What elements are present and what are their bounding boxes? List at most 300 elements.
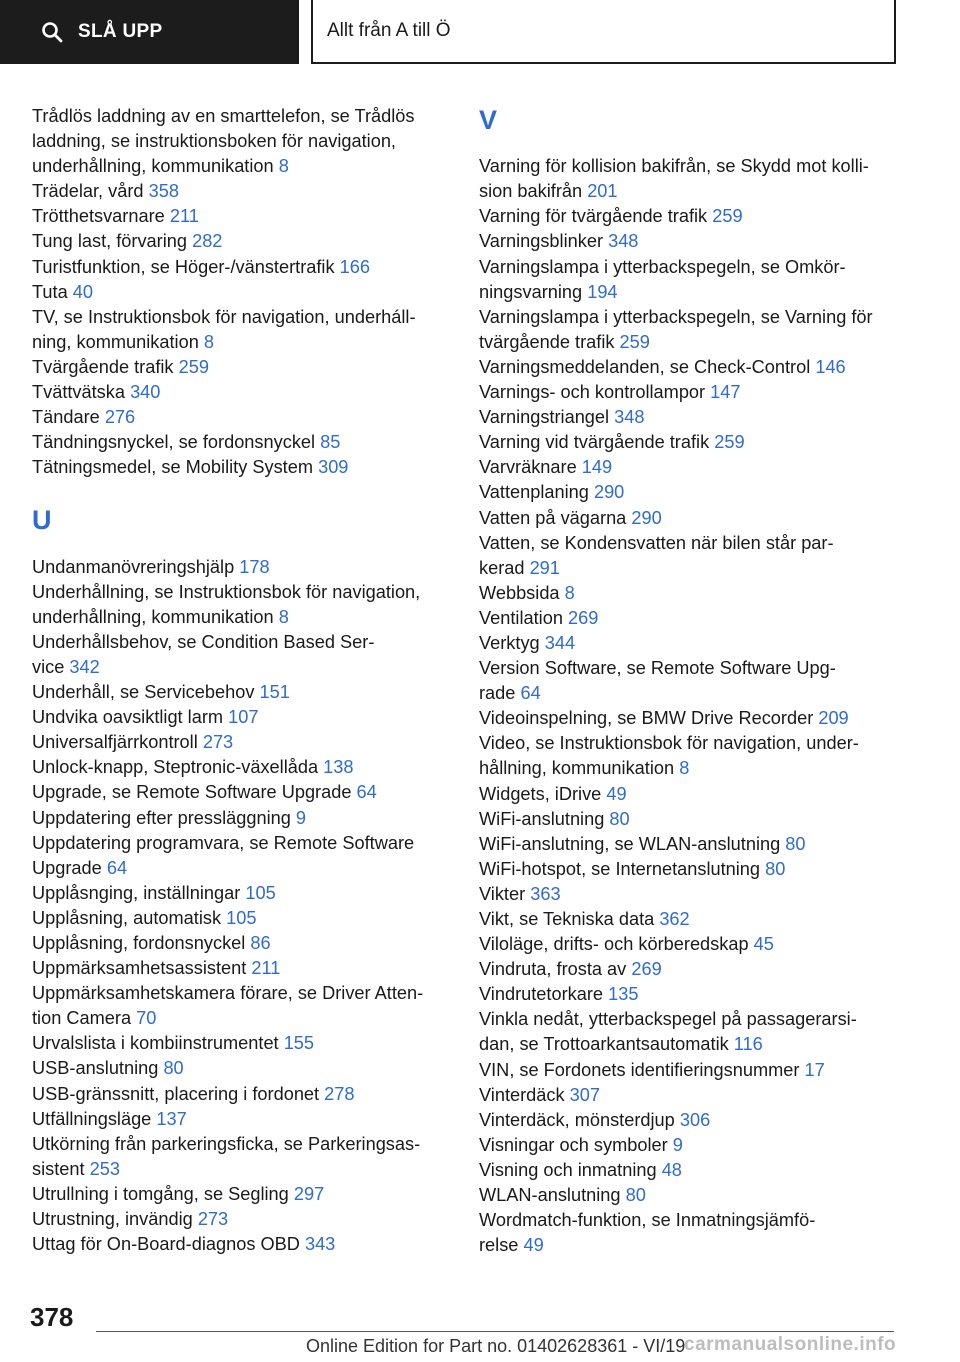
- index-entry: [32, 204, 447, 229]
- page-reference-link[interactable]: 70: [136, 1008, 157, 1029]
- index-entry: [32, 831, 447, 881]
- page-reference-link[interactable]: 49: [606, 783, 627, 804]
- index-entry-line: [32, 730, 447, 755]
- index-entry: [32, 255, 447, 280]
- index-entry-text: ningsvarning: [479, 281, 583, 302]
- index-entry: [479, 506, 899, 531]
- index-entry-line: [32, 1082, 447, 1107]
- index-entry: [479, 731, 899, 781]
- index-entry-line: [32, 1182, 447, 1207]
- index-entry-text: Vikter: [479, 883, 526, 904]
- index-entry-line: [479, 280, 899, 305]
- page-reference-link[interactable]: 9: [672, 1134, 683, 1155]
- index-entry-text: Uttag för On-Board-diagnos OBD: [32, 1234, 300, 1255]
- index-entry-text: Visningar och symboler: [479, 1134, 668, 1155]
- index-entry-text: Varningstriangel: [479, 407, 610, 428]
- index-entry-line: [479, 581, 899, 606]
- index-entry-text: Undanmanövreringshjälp: [32, 556, 235, 577]
- index-entry-text: WiFi-anslutning, se WLAN-anslutning: [479, 833, 781, 854]
- page-reference-link[interactable]: 8: [679, 758, 690, 779]
- index-entry-text: Upplåsning, fordonsnyckel: [32, 933, 246, 953]
- index-entry: [479, 606, 899, 631]
- index-entry-text: WiFi-hotspot, se Internetanslutning: [479, 858, 761, 879]
- page-reference-link[interactable]: 146: [815, 356, 846, 377]
- index-entry-text: Uppdatering efter pressläggning: [32, 807, 291, 828]
- index-entry-text: sion bakifrån: [479, 181, 583, 202]
- index-entry-text: USB-gränssnitt, placering i fordonet: [32, 1083, 320, 1104]
- page-reference-link[interactable]: 135: [608, 984, 639, 1005]
- index-entry-text: Undvika oavsiktligt larm: [32, 707, 224, 728]
- index-entry-line: [32, 380, 447, 405]
- index-entry-text: Uppmärksamhetsassistent: [32, 958, 247, 979]
- index-entry-line: [479, 380, 899, 405]
- index-entry: [479, 782, 899, 807]
- page-reference-link[interactable]: 259: [619, 331, 650, 352]
- index-entry-line: [479, 1058, 899, 1083]
- section-title-tab[interactable]: [311, 0, 896, 64]
- page-reference-link[interactable]: 149: [581, 457, 613, 478]
- index-entry-text: Widgets, iDrive: [479, 783, 602, 804]
- page-reference-link[interactable]: 194: [587, 281, 618, 302]
- page-reference-link[interactable]: 116: [733, 1034, 763, 1055]
- index-entry-text: hållning, kommunikation: [479, 758, 675, 779]
- page-reference-link[interactable]: 273: [202, 732, 234, 753]
- page-reference-link[interactable]: 85: [320, 432, 341, 453]
- index-entry-line: [32, 655, 447, 680]
- index-entry-line: [479, 907, 899, 932]
- index-entry-line: [479, 1083, 899, 1108]
- index-entry-line: [32, 229, 447, 254]
- page-reference-link[interactable]: 201: [587, 181, 618, 202]
- index-entry: [32, 1182, 447, 1207]
- page-reference-link[interactable]: 276: [104, 407, 136, 428]
- page-reference-link[interactable]: 8: [278, 606, 289, 627]
- watermark-text: carmanualsonline.info: [684, 1334, 897, 1355]
- index-entry-line: [479, 506, 899, 531]
- footer-divider: [96, 1331, 894, 1332]
- index-entry-line: [479, 982, 899, 1007]
- index-entry-line: [479, 1183, 899, 1208]
- index-entry: [479, 1083, 899, 1108]
- page-reference-link[interactable]: 80: [609, 808, 630, 829]
- page-reference-link[interactable]: 147: [710, 382, 741, 403]
- page-reference-link[interactable]: 307: [569, 1084, 601, 1105]
- page-reference-link[interactable]: 80: [785, 833, 806, 854]
- index-entry-line: [479, 782, 899, 807]
- index-entry-text: Vatten på vägarna: [479, 507, 627, 528]
- search-icon: [40, 20, 64, 44]
- index-entry-line: [479, 355, 899, 380]
- page-reference-link[interactable]: 348: [614, 407, 645, 428]
- index-entry-text: WLAN-anslutning: [479, 1185, 621, 1206]
- index-entry: [32, 755, 447, 780]
- index-entry: [479, 1183, 899, 1208]
- page-reference-link[interactable]: 309: [318, 457, 349, 478]
- page-reference-link[interactable]: 178: [239, 556, 270, 577]
- index-entry: [32, 1082, 447, 1107]
- page-reference-link[interactable]: 362: [659, 909, 690, 929]
- index-entry-text: Universalfjärrkontroll: [32, 732, 198, 753]
- page-reference-link[interactable]: 259: [712, 206, 743, 227]
- index-entry-line: [479, 455, 899, 480]
- index-entry-text: Vindrutetorkare: [479, 984, 604, 1005]
- index-entry-text: Upgrade: [32, 857, 102, 878]
- index-entry-text: Videoinspelning, se BMW Drive Recorder: [479, 708, 814, 729]
- index-entry: [479, 204, 899, 229]
- page-reference-link[interactable]: 8: [278, 156, 289, 177]
- index-entry-line: [479, 1108, 899, 1133]
- index-entry-line: [32, 755, 447, 780]
- page-reference-link[interactable]: 64: [356, 782, 377, 803]
- index-entry-line: [32, 330, 447, 355]
- index-entry-line: [32, 154, 447, 179]
- index-entry-text: Unlock-knapp, Steptronic-växellåda: [32, 757, 319, 778]
- index-entry-text: VIN, se Fordonets identifieringsnummer: [479, 1059, 800, 1080]
- index-entry-line: [479, 706, 899, 731]
- search-label: SLÅ UPP: [78, 21, 163, 42]
- index-entry-text: Wordmatch-funktion, se Inmatningsjämfö-: [479, 1210, 816, 1231]
- index-entry: [479, 154, 899, 204]
- page-reference-link[interactable]: 151: [259, 682, 290, 703]
- index-entry-line: [479, 1133, 899, 1158]
- index-entry-text: Varningslampa i ytterbackspegeln, se Varning för: [479, 306, 873, 327]
- index-entry-line: [479, 480, 899, 505]
- index-entry: [32, 806, 447, 831]
- top-bar: [0, 0, 960, 66]
- page-reference-link[interactable]: 64: [106, 857, 128, 878]
- index-entry-line: [479, 1158, 899, 1183]
- index-entry-line: [479, 832, 899, 857]
- page-reference-link[interactable]: 105: [245, 882, 276, 903]
- index-entry-text: Turistfunktion, se Höger-/vänstertrafik: [32, 256, 335, 277]
- index-entry-line: [32, 705, 447, 730]
- page-reference-link[interactable]: 17: [804, 1059, 825, 1080]
- index-entry-text: vice: [32, 656, 65, 677]
- index-entry-line: [32, 1107, 447, 1132]
- index-entry-text: rade: [479, 683, 516, 704]
- page-reference-link[interactable]: 137: [156, 1108, 187, 1129]
- index-entry: [479, 1058, 899, 1083]
- index-entry: [479, 631, 899, 656]
- index-entry: [32, 405, 447, 430]
- page-reference-link[interactable]: 273: [197, 1209, 229, 1230]
- page-reference-link[interactable]: 86: [250, 933, 271, 953]
- index-entry: [479, 430, 899, 455]
- index-entry-text: Upplåsning, automatisk: [32, 907, 222, 928]
- page-reference-link[interactable]: 8: [203, 331, 214, 352]
- index-entry-line: [479, 430, 899, 455]
- index-entry-text: Uppmärksamhetskamera förare, se Driver Atten-: [32, 983, 424, 1004]
- index-entry-line: [479, 229, 899, 254]
- index-entry-line: [479, 631, 899, 656]
- index-entry: [32, 305, 447, 355]
- index-entry: [479, 455, 899, 480]
- page-reference-link[interactable]: 290: [631, 507, 662, 528]
- index-entry-text: Vattenplaning: [479, 482, 589, 503]
- page-reference-link[interactable]: 211: [169, 206, 199, 227]
- index-entry-line: [32, 1006, 447, 1031]
- index-entry-text: sistent: [32, 1158, 85, 1179]
- index-entry: [479, 932, 899, 957]
- index-entry: [32, 455, 447, 480]
- index-entry-line: [32, 780, 447, 805]
- index-entry: [479, 355, 899, 380]
- index-entry-text: Underhåll, se Servicebehov: [32, 682, 255, 703]
- page-reference-link[interactable]: 211: [251, 958, 281, 979]
- index-entry: [32, 1056, 447, 1081]
- index-entry-text: Trådlös laddning av en smarttelefon, se Trådlös: [32, 106, 415, 126]
- index-entry-text: Varvräknare: [479, 457, 577, 478]
- index-entry-line: [32, 605, 447, 630]
- index-entry-line: [479, 957, 899, 982]
- index-entry-line: [479, 756, 899, 781]
- index-column-right: [479, 104, 899, 1258]
- index-entry-line: [32, 355, 447, 380]
- index-entry-line: [479, 179, 899, 204]
- page-reference-link[interactable]: 343: [304, 1234, 336, 1255]
- page-reference-link[interactable]: 290: [593, 482, 625, 503]
- index-entry: [32, 1107, 447, 1132]
- index-entry: [32, 1232, 447, 1257]
- index-entry-line: [32, 956, 447, 981]
- index-entry-text: Vinterdäck: [479, 1084, 565, 1105]
- index-entry: [479, 857, 899, 882]
- index-entry-text: TV, se Instruktionsbok för navigation, underháll-: [32, 306, 416, 327]
- index-entry: [32, 1132, 447, 1182]
- index-entry-line: [32, 931, 447, 956]
- index-entry: [479, 1133, 899, 1158]
- index-entry: [32, 580, 447, 630]
- page-reference-link[interactable]: 259: [714, 432, 745, 453]
- index-entry-text: Utkörning från parkeringsficka, se Parkeringsas-: [32, 1133, 421, 1154]
- index-entry-text: Utrustning, invändig: [32, 1209, 193, 1230]
- index-entry: [32, 680, 447, 705]
- index-entry-text: Video, se Instruktionsbok för navigation, under-: [479, 733, 859, 754]
- index-entry: [32, 555, 447, 580]
- page-reference-link[interactable]: 80: [163, 1058, 184, 1079]
- index-entry: [32, 956, 447, 981]
- section-gap: [32, 480, 447, 504]
- page-reference-link[interactable]: 342: [69, 656, 100, 677]
- page-footer: [0, 1290, 960, 1362]
- index-entry: [479, 305, 899, 355]
- index-entry-text: Varningsmeddelanden, se Check-Control: [479, 356, 811, 377]
- index-entry-text: kerad: [479, 557, 525, 578]
- page-reference-link[interactable]: 291: [529, 557, 560, 578]
- index-entry-line: [479, 857, 899, 882]
- index-entry-line: [32, 1207, 447, 1232]
- index-entry-line: [479, 681, 899, 706]
- page-reference-link[interactable]: 166: [339, 256, 370, 277]
- index-entry: [479, 531, 899, 581]
- index-entry: [479, 380, 899, 405]
- edition-text: Online Edition for Part no. 01402628361 - VI/19: [306, 1336, 686, 1356]
- index-entry-line: [32, 280, 447, 305]
- index-entry: [32, 355, 447, 380]
- index-entry: [32, 881, 447, 906]
- index-entry-text: Visning och inmatning: [479, 1159, 657, 1180]
- page-reference-link[interactable]: 297: [293, 1183, 325, 1204]
- index-entry-text: Varning för tvärgående trafik: [479, 206, 708, 227]
- page-reference-link[interactable]: 344: [544, 632, 576, 653]
- index-entry-text: underhållning, kommunikation: [32, 606, 274, 627]
- index-entry: [479, 581, 899, 606]
- page-reference-link[interactable]: 80: [625, 1185, 646, 1206]
- page-reference-link[interactable]: 8: [564, 582, 575, 603]
- index-entry-text: Tändare: [32, 407, 100, 428]
- index-entry-text: Uppdatering programvara, se Remote Software: [32, 832, 415, 853]
- index-entry-line: [479, 330, 899, 355]
- index-entry: [479, 255, 899, 305]
- index-entry-line: [32, 906, 447, 931]
- index-entry-line: [479, 932, 899, 957]
- index-entry: [479, 1007, 899, 1057]
- page-reference-link[interactable]: 49: [523, 1235, 544, 1256]
- section-letter-heading: V: [479, 105, 498, 135]
- index-entry: [479, 957, 899, 982]
- index-entry-text: Tvärgående trafik: [32, 356, 174, 377]
- index-entry: [32, 104, 447, 179]
- index-entry: [32, 229, 447, 254]
- index-entry-text: dan, se Trottoarkantsautomatik: [479, 1034, 729, 1055]
- index-entry-line: [32, 455, 447, 480]
- page-reference-link[interactable]: 363: [530, 883, 561, 904]
- section-title: Allt från A till Ö: [327, 20, 451, 41]
- index-entry-line: [479, 405, 899, 430]
- index-entry: [479, 907, 899, 932]
- index-entry-line: [479, 882, 899, 907]
- index-entry-text: Varning vid tvärgående trafik: [479, 432, 710, 453]
- index-entry-text: Vatten, se Kondensvatten när bilen står par-: [479, 532, 834, 553]
- index-entry-line: [479, 204, 899, 229]
- index-entry-text: Urvalslista i kombiinstrumentet: [32, 1033, 279, 1054]
- page-reference-link[interactable]: 269: [631, 959, 662, 980]
- index-entry: [32, 780, 447, 805]
- page-reference-link[interactable]: 138: [323, 757, 354, 778]
- index-entry-text: underhållning, kommunikation: [32, 156, 274, 177]
- index-entry: [32, 931, 447, 956]
- index-entry: [32, 906, 447, 931]
- page-reference-link[interactable]: 48: [661, 1159, 682, 1180]
- index-entry: [32, 280, 447, 305]
- index-entry-text: Trötthetsvarnare: [32, 206, 165, 227]
- index-entry-text: Vikt, se Tekniska data: [479, 909, 655, 929]
- index-entry-text: Tuta: [32, 281, 68, 302]
- page-reference-link[interactable]: 306: [679, 1109, 711, 1130]
- index-entry: [32, 1031, 447, 1056]
- index-entry-text: Varnings- och kontrollampor: [479, 382, 706, 403]
- page-reference-link[interactable]: 340: [130, 382, 161, 403]
- index-entry-text: laddning, se instruktionsboken för navigation,: [32, 131, 396, 152]
- index-entry-text: Underhållning, se Instruktionsbok för navigation,: [32, 581, 421, 602]
- index-entry: [479, 229, 899, 254]
- index-entry-text: Vinterdäck, mönsterdjup: [479, 1109, 675, 1130]
- index-entry-line: [479, 606, 899, 631]
- index-entry: [479, 882, 899, 907]
- page-reference-link[interactable]: 9: [295, 807, 307, 828]
- index-entry-line: [32, 856, 447, 881]
- index-entry-text: ning, kommunikation: [32, 331, 199, 352]
- index-column-left: [32, 104, 447, 1257]
- index-entry-line: [32, 204, 447, 229]
- index-entry: [32, 705, 447, 730]
- page-reference-link[interactable]: 40: [72, 281, 94, 302]
- index-entry: [479, 706, 899, 731]
- page-reference-link[interactable]: 105: [226, 907, 257, 928]
- page-reference-link[interactable]: 253: [89, 1158, 120, 1179]
- page-reference-link[interactable]: 209: [818, 708, 849, 729]
- index-entry-line: [479, 556, 899, 581]
- page-reference-link[interactable]: 155: [283, 1033, 315, 1054]
- index-entry-line: [32, 680, 447, 705]
- index-entry-line: [32, 179, 447, 204]
- index-entry-line: [32, 555, 447, 580]
- index-entry-text: tvärgående trafik: [479, 331, 615, 352]
- index-entry: [32, 730, 447, 755]
- index-entry-text: Tung last, förvaring: [32, 231, 188, 252]
- index-entry: [479, 405, 899, 430]
- index-entry-line: [32, 881, 447, 906]
- index-entry: [479, 656, 899, 706]
- index-entry-text: Verktyg: [479, 632, 540, 653]
- index-entry: [479, 1208, 899, 1258]
- index-entry: [32, 981, 447, 1031]
- index-entry-line: [479, 1032, 899, 1057]
- index-entry-line: [32, 255, 447, 280]
- index-entry-text: Tätningsmedel, se Mobility System: [32, 457, 314, 478]
- page-reference-link[interactable]: 269: [568, 607, 599, 628]
- index-entry-text: Ventilation: [479, 607, 563, 628]
- index-entry-line: [479, 1233, 899, 1258]
- index-entry: [32, 179, 447, 204]
- index-entry-text: Utrullning i tomgång, se Segling: [32, 1183, 289, 1204]
- index-entry-text: Upplåsnging, inställningar: [32, 882, 241, 903]
- index-entry: [32, 630, 447, 680]
- index-entry: [479, 807, 899, 832]
- page-reference-link[interactable]: 80: [765, 858, 786, 879]
- index-entry-text: Vindruta, frosta av: [479, 959, 627, 980]
- page-reference-link[interactable]: 358: [148, 181, 179, 202]
- index-entry: [479, 832, 899, 857]
- index-entry-line: [32, 1232, 447, 1257]
- index-entry-text: Underhållsbehov, se Condition Based Ser-: [32, 631, 375, 652]
- index-entry-text: WiFi-anslutning: [479, 808, 605, 829]
- page-reference-link[interactable]: 64: [520, 683, 541, 704]
- search-button[interactable]: [0, 0, 299, 64]
- index-entry: [479, 1108, 899, 1133]
- index-entry: [479, 982, 899, 1007]
- index-entry-text: Varningslampa i ytterbackspegeln, se Omkör-: [479, 256, 846, 277]
- index-entry-text: Tvättvätska: [32, 382, 125, 403]
- index-entry-text: Varningsblinker: [479, 231, 604, 252]
- page-reference-link[interactable]: 107: [228, 707, 259, 728]
- index-entry-line: [32, 806, 447, 831]
- page-reference-link[interactable]: 259: [178, 356, 209, 377]
- index-entry-text: Utfällningsläge: [32, 1108, 152, 1129]
- index-entry-text: Tändningsnyckel, se fordonsnyckel: [32, 432, 316, 453]
- page-reference-link[interactable]: 45: [753, 934, 774, 955]
- index-entry: [32, 1207, 447, 1232]
- index-entry: [479, 1158, 899, 1183]
- page-reference-link[interactable]: 278: [324, 1083, 355, 1104]
- page-number: 378: [30, 1302, 74, 1332]
- page-reference-link[interactable]: 282: [192, 231, 223, 252]
- index-entry-line: [479, 807, 899, 832]
- index-entry-text: USB-anslutning: [32, 1058, 159, 1079]
- index-entry-text: Webbsida: [479, 582, 560, 603]
- index-entry: [32, 430, 447, 455]
- page-reference-link[interactable]: 348: [608, 231, 639, 252]
